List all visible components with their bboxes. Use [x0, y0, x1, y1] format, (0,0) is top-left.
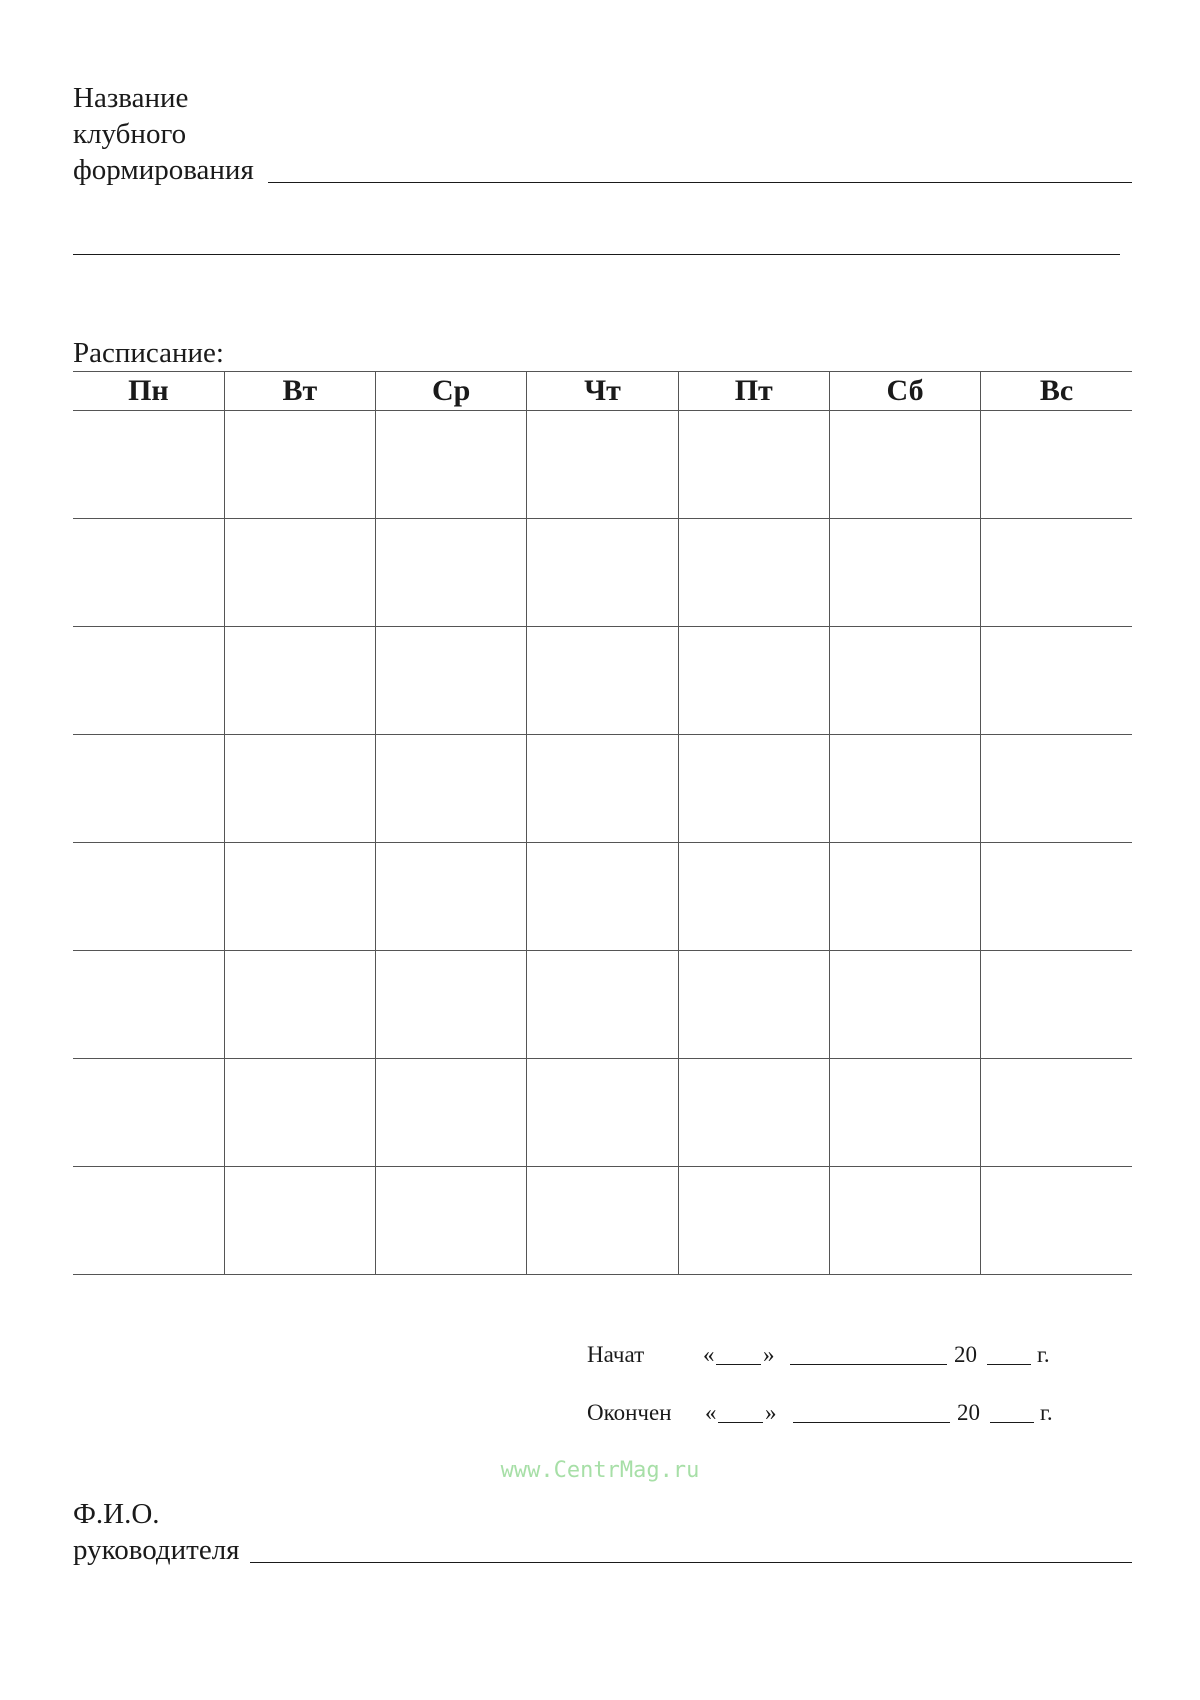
day-header: Вт: [224, 372, 375, 411]
day-header: Вс: [981, 372, 1132, 411]
schedule-cell[interactable]: [527, 843, 678, 951]
day-header: Пн: [73, 372, 224, 411]
schedule-table: [73, 371, 1132, 1275]
ended-year-field[interactable]: [990, 1422, 1034, 1423]
schedule-cell[interactable]: [527, 519, 678, 627]
club-name-label-line3: формирования: [73, 154, 254, 186]
schedule-row: [73, 519, 1132, 627]
ended-label: Окончен: [587, 1400, 672, 1425]
schedule-row: [73, 627, 1132, 735]
schedule-cell[interactable]: [224, 627, 375, 735]
club-name-label-line2: клубного: [73, 118, 187, 150]
schedule-cell[interactable]: [981, 951, 1132, 1059]
schedule-cell[interactable]: [73, 519, 224, 627]
watermark: www.CentrMag.ru: [500, 1458, 700, 1483]
schedule-cell[interactable]: [981, 1167, 1132, 1275]
schedule-cell[interactable]: [224, 1059, 375, 1167]
started-day-close-quote: »: [763, 1342, 775, 1367]
club-name-label-line1: Название: [73, 82, 189, 114]
schedule-cell[interactable]: [678, 951, 829, 1059]
schedule-cell[interactable]: [527, 1059, 678, 1167]
schedule-cell[interactable]: [73, 627, 224, 735]
schedule-cell[interactable]: [73, 843, 224, 951]
schedule-cell[interactable]: [376, 843, 527, 951]
started-year-prefix: 20: [954, 1342, 977, 1367]
started-year-field[interactable]: [987, 1364, 1031, 1365]
schedule-cell[interactable]: [73, 1059, 224, 1167]
schedule-cell[interactable]: [376, 1167, 527, 1275]
schedule-row: [73, 735, 1132, 843]
schedule-cell[interactable]: [829, 1059, 980, 1167]
ended-month-field[interactable]: [793, 1422, 950, 1423]
schedule-cell[interactable]: [981, 843, 1132, 951]
started-month-field[interactable]: [790, 1364, 947, 1365]
schedule-cell[interactable]: [829, 1167, 980, 1275]
schedule-cell[interactable]: [527, 627, 678, 735]
day-header: Ср: [376, 372, 527, 411]
schedule-cell[interactable]: [224, 735, 375, 843]
schedule-cell[interactable]: [829, 411, 980, 519]
schedule-row: [73, 843, 1132, 951]
ended-year-suffix: г.: [1040, 1400, 1053, 1425]
schedule-cell[interactable]: [224, 843, 375, 951]
schedule-cell[interactable]: [527, 411, 678, 519]
ended-day-open-quote: «: [705, 1400, 717, 1425]
schedule-cell[interactable]: [527, 951, 678, 1059]
leader-name-field[interactable]: [250, 1562, 1132, 1563]
schedule-cell[interactable]: [73, 735, 224, 843]
schedule-cell[interactable]: [527, 735, 678, 843]
schedule-cell[interactable]: [376, 411, 527, 519]
leader-label-line1: Ф.И.О.: [73, 1498, 160, 1530]
schedule-row: [73, 411, 1132, 519]
schedule-cell[interactable]: [224, 951, 375, 1059]
schedule-cell[interactable]: [224, 411, 375, 519]
schedule-cell[interactable]: [981, 735, 1132, 843]
schedule-cell[interactable]: [73, 951, 224, 1059]
schedule-cell[interactable]: [73, 411, 224, 519]
schedule-cell[interactable]: [73, 1167, 224, 1275]
schedule-cell[interactable]: [981, 1059, 1132, 1167]
schedule-cell[interactable]: [376, 519, 527, 627]
schedule-cell[interactable]: [678, 627, 829, 735]
schedule-cell[interactable]: [678, 1167, 829, 1275]
started-year-suffix: г.: [1037, 1342, 1050, 1367]
day-header: Пт: [678, 372, 829, 411]
schedule-row: [73, 1059, 1132, 1167]
schedule-cell[interactable]: [527, 1167, 678, 1275]
schedule-cell[interactable]: [678, 843, 829, 951]
schedule-cell[interactable]: [981, 411, 1132, 519]
leader-label-line2: руководителя: [73, 1534, 240, 1566]
schedule-row: [73, 1167, 1132, 1275]
schedule-cell[interactable]: [829, 735, 980, 843]
schedule-cell[interactable]: [376, 1059, 527, 1167]
schedule-cell[interactable]: [829, 627, 980, 735]
schedule-header-row: [73, 372, 1132, 411]
day-header: Сб: [829, 372, 980, 411]
schedule-cell[interactable]: [376, 627, 527, 735]
schedule-cell[interactable]: [981, 519, 1132, 627]
schedule-cell[interactable]: [678, 519, 829, 627]
ended-day-close-quote: »: [765, 1400, 777, 1425]
club-name-field[interactable]: [268, 182, 1132, 183]
started-day-open-quote: «: [703, 1342, 715, 1367]
schedule-cell[interactable]: [376, 735, 527, 843]
day-header: Чт: [527, 372, 678, 411]
ended-year-prefix: 20: [957, 1400, 980, 1425]
schedule-cell[interactable]: [829, 519, 980, 627]
schedule-row: [73, 951, 1132, 1059]
ended-day-field[interactable]: [718, 1422, 763, 1423]
schedule-cell[interactable]: [678, 735, 829, 843]
schedule-cell[interactable]: [678, 411, 829, 519]
club-name-field-continued[interactable]: [73, 254, 1120, 255]
schedule-label: Расписание:: [73, 337, 224, 369]
started-label: Начат: [587, 1342, 645, 1367]
schedule-cell[interactable]: [829, 843, 980, 951]
schedule-cell[interactable]: [981, 627, 1132, 735]
started-day-field[interactable]: [716, 1364, 761, 1365]
schedule-cell[interactable]: [224, 1167, 375, 1275]
schedule-cell[interactable]: [224, 519, 375, 627]
schedule-cell[interactable]: [376, 951, 527, 1059]
schedule-cell[interactable]: [829, 951, 980, 1059]
schedule-cell[interactable]: [678, 1059, 829, 1167]
